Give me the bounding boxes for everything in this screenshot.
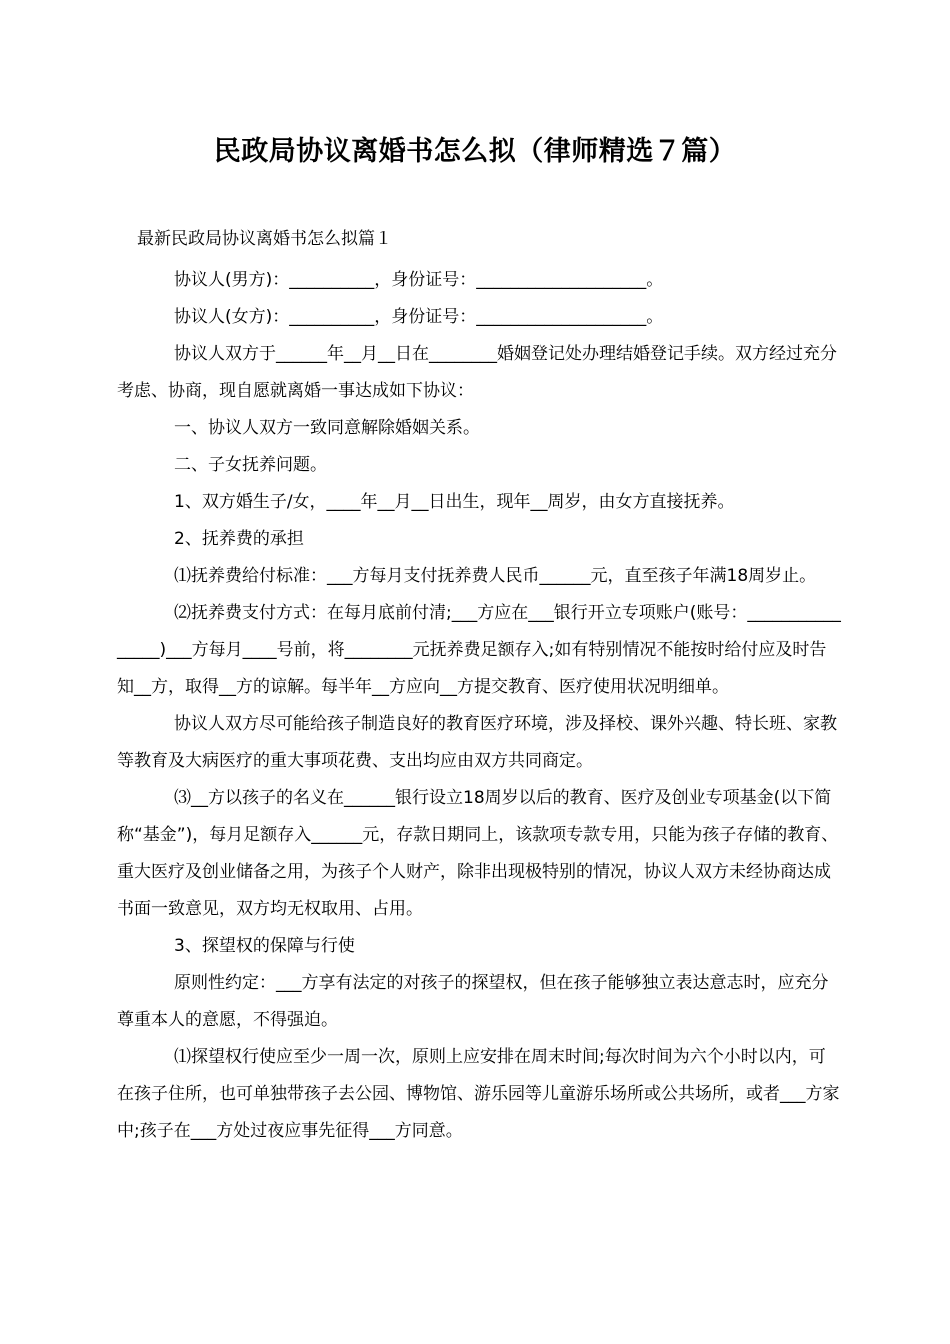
paragraph-education-environment: 协议人双方尽可能给孩子制造良好的教育医疗环境，涉及择校、课外兴趣、特长班、家教等教育及大病医疗的重大事项花费、支出均应由双方共同商定。: [117, 714, 837, 771]
document-title: 民政局协议离婚书怎么拟（律师精选７篇）: [213, 136, 737, 167]
paragraph-visitation-principle: 原则性约定：___方享有法定的对孩子的探望权，但在孩子能够独立表达意志时，应充分尊重本人的意愿，不得强迫。: [117, 973, 829, 1030]
paragraph-child-info: 1、双方婚生子/女，____年__月__日出生，现年__周岁，由女方直接抚养。: [174, 492, 735, 512]
paragraph-support-method: ⑵抚养费支付方式：在每月底前付清;___方应在___银行开立专项账户(账号：________________)___方每月____号前，将________元抚养费足额存入;如有特别情况不能按时给付应及时告知__方，取得__方的谅解。每半年__方应向__方提交教育、医疗使用状况明细单。: [117, 603, 841, 697]
paragraph-marriage-registration: 协议人双方于______年__月__日在________婚姻登记处办理结婚登记手续。双方经过充分考虑、协商，现自愿就离婚一事达成如下协议：: [117, 344, 837, 401]
paragraph-support-standard: ⑴抚养费给付标准：___方每月支付抚养费人民币______元，直至孩子年满18周岁止。: [174, 566, 817, 586]
paragraph-female-party: 协议人(女方)：__________，身份证号：____________________。: [174, 307, 664, 327]
paragraph-visitation-frequency: ⑴探望权行使应至少一周一次，原则上应安排在周末时间;每次时间为六个小时以内，可在孩子住所，也可单独带孩子去公园、博物馆、游乐园等儿童游乐场所或公共场所，或者___方家中;孩子在___方处过夜应事先征得___方同意。: [117, 1047, 840, 1141]
paragraph-visitation-heading: 3、探望权的保障与行使: [174, 936, 355, 956]
section-heading: 最新民政局协议离婚书怎么拟篇１: [137, 229, 392, 249]
document-body: [117, 262, 842, 1150]
paragraph-fund: ⑶__方以孩子的名义在______银行设立18周岁以后的教育、医疗及创业专项基金(以下简称“基金”)，每月足额存入______元，存款日期同上，该款项专款专用，只能为孩子存储的教育、重大医疗及创业储备之用，为孩子个人财产，除非出现极特别的情况，协议人双方未经协商达成书面一致意见，双方均无权取用、占用。: [117, 788, 839, 919]
paragraph-male-party: 协议人(男方)：__________，身份证号：____________________。: [174, 270, 664, 290]
paragraph-clause-one: 一、协议人双方一致同意解除婚姻关系。: [174, 418, 480, 438]
paragraph-clause-two: 二、子女抚养问题。: [174, 455, 327, 475]
paragraph-support-heading: 2、抚养费的承担: [174, 529, 304, 549]
